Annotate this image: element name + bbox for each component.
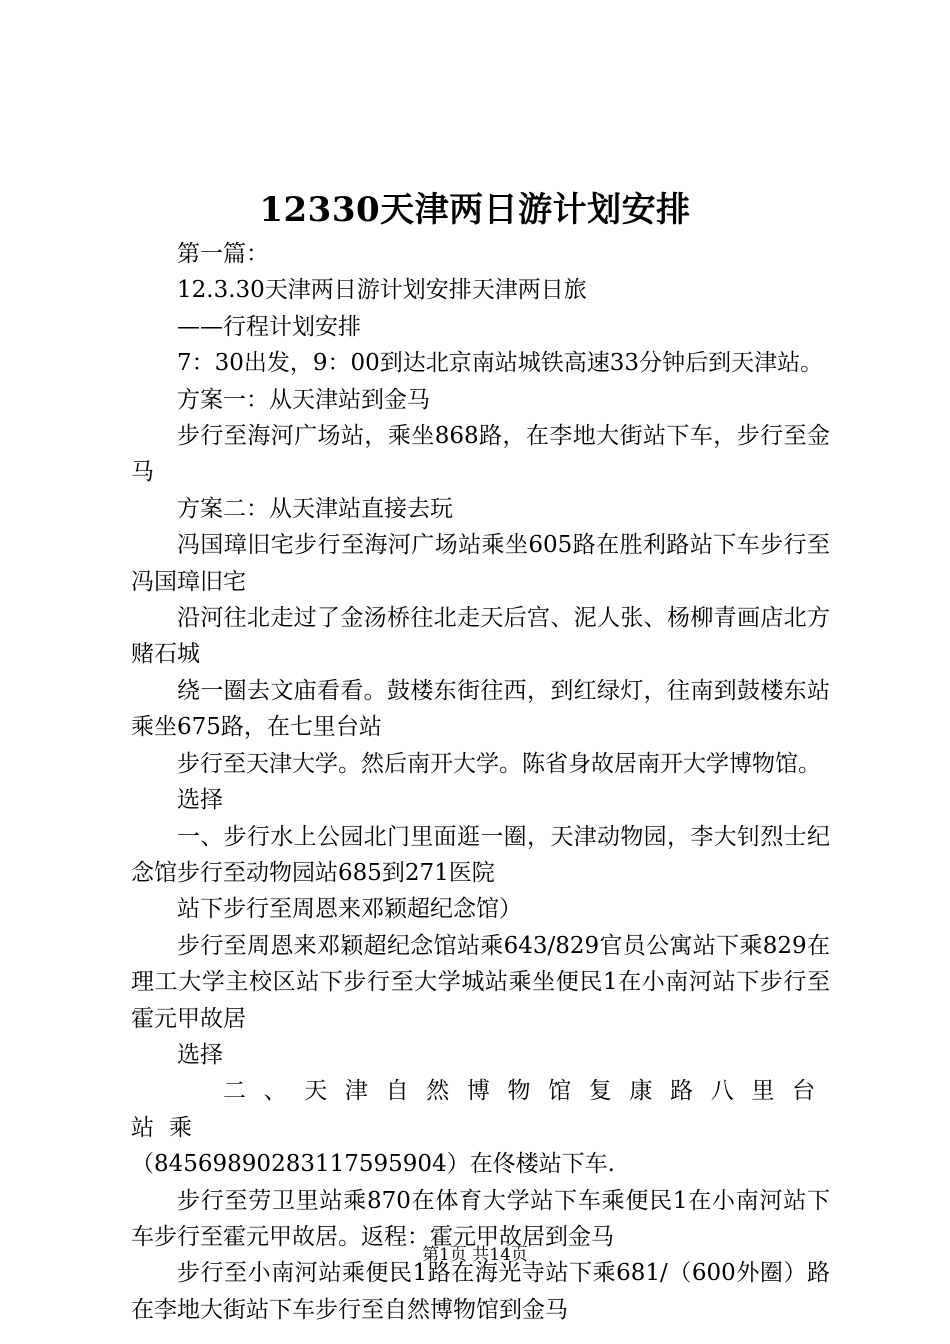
paragraph-option-two-cont: （84569890283117595904）在佟楼站下车. bbox=[131, 1151, 615, 1178]
paragraph-return-route: 步行至小南河站乘便民1路在海光寺站下乘681/（600外圈）路在李地大街站下车步行至自然博物馆到金马 bbox=[131, 1260, 830, 1323]
paragraph-subtitle: 12.3.30天津两日游计划安排天津两日旅 bbox=[177, 277, 587, 304]
paragraph-option-one: 一、步行水上公园北门里面逛一圈，天津动物园，李大钊烈士纪念馆步行至动物园站685到271医院 bbox=[131, 823, 830, 886]
paragraph-plan-one-route: 步行至海河广场站，乘坐868路，在李地大街站下车，步行至金马 bbox=[131, 423, 830, 486]
paragraph-part-heading: 第一篇： bbox=[177, 241, 269, 267]
paragraph-option-two: 二、天津自然博物馆复康路八里台站乘 bbox=[131, 1078, 830, 1141]
paragraph-riverside-walk: 沿河往北走过了金汤桥往北走天后宫、泥人张、杨柳青画店北方赌石城 bbox=[131, 605, 830, 668]
paragraph-plan-two: 方案二：从天津站直接去玩 bbox=[177, 495, 453, 522]
document-title: 12330天津两日游计划安排 bbox=[259, 190, 691, 230]
paragraph-memorial-route: 步行至周恩来邓颖超纪念馆站乘643/829官员公寓站下乘829在理工大学主校区站下步行至大学城站乘坐便民1在小南河站下步行至霍元甲故居 bbox=[131, 932, 830, 1032]
page-number-footer: 第1页 共14页 bbox=[422, 1245, 528, 1265]
paragraph-choice-label: 选择 bbox=[177, 787, 223, 814]
paragraph-choice-label-2: 选择 bbox=[177, 1041, 223, 1068]
paragraph-universities: 步行至天津大学。然后南开大学。陈省身故居南开大学博物馆。 bbox=[177, 750, 821, 777]
paragraph-departure: 7：30出发，9：00到达北京南站城铁高速33分钟后到天津站。 bbox=[177, 350, 824, 377]
paragraph-temple-visit: 绕一圈去文庙看看。鼓楼东街往西，到红绿灯，往南到鼓楼东站乘坐675路，在七里台站 bbox=[131, 677, 830, 741]
paragraph-plan-one: 方案一：从天津站到金马 bbox=[177, 386, 430, 413]
paragraph-huo-residence: 步行至劳卫里站乘870在体育大学站下车乘便民1在小南河站下车步行至霍元甲故居。返程：霍元甲故居到金马 bbox=[131, 1187, 830, 1250]
paragraph-feng-residence: 冯国璋旧宅步行至海河广场站乘坐605路在胜利路站下车步行至冯国璋旧宅 bbox=[131, 532, 830, 595]
paragraph-itinerary-heading: ——行程计划安排 bbox=[177, 313, 361, 340]
document-body bbox=[131, 236, 830, 1328]
paragraph-option-one-cont: 站下步行至周恩来邓颖超纪念馆） bbox=[177, 896, 522, 923]
